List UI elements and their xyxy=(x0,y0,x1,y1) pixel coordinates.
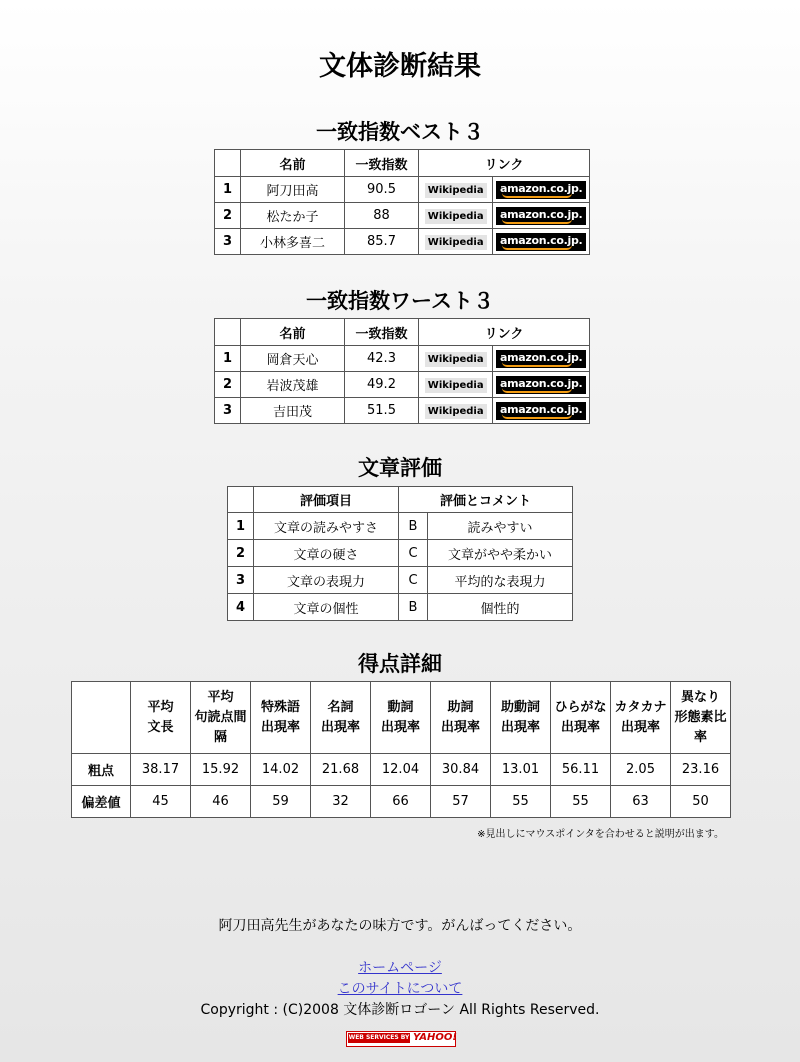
header-line: 助動詞 xyxy=(500,699,540,715)
eval-comment: 文章がやや柔かい xyxy=(428,540,573,567)
eval-item: 文章の個性 xyxy=(254,594,399,621)
wikipedia-cell xyxy=(419,203,493,229)
amazon-logo-text: amazon.co.jp. xyxy=(499,350,583,364)
table-row xyxy=(215,398,590,424)
amazon-link-button[interactable] xyxy=(496,207,586,225)
eval-grade: C xyxy=(399,540,428,567)
column-header[interactable] xyxy=(311,682,371,754)
amazon-smile-icon xyxy=(502,362,572,367)
amazon-smile-icon xyxy=(502,388,572,393)
amazon-logo-text: amazon.co.jp. xyxy=(499,181,583,195)
wikipedia-cell xyxy=(419,177,493,203)
match-score: 88 xyxy=(345,203,419,229)
wikipedia-cell xyxy=(419,229,493,255)
row-label: 偏差値 xyxy=(72,786,131,818)
worst-table xyxy=(214,318,590,424)
amazon-logo-text: amazon.co.jp. xyxy=(499,233,583,247)
score-cell: 23.16 xyxy=(671,754,731,786)
column-header: 評価とコメント xyxy=(399,487,573,513)
rank-cell: 1 xyxy=(228,513,254,540)
score-cell: 30.84 xyxy=(431,754,491,786)
rank-cell: 4 xyxy=(228,594,254,621)
table-row xyxy=(72,754,731,786)
header-line: 出現率 xyxy=(320,719,360,735)
eval-grade: B xyxy=(399,513,428,540)
table-row xyxy=(215,229,590,255)
column-header[interactable] xyxy=(371,682,431,754)
best-table xyxy=(214,149,590,255)
wikipedia-link-button[interactable]: Wikipedia xyxy=(425,404,487,419)
wikipedia-cell xyxy=(419,398,493,424)
table-row xyxy=(228,567,573,594)
column-header xyxy=(215,319,241,346)
best-heading: 一致指数ベスト３ xyxy=(316,120,484,144)
amazon-cell xyxy=(493,177,590,203)
rank-cell: 1 xyxy=(215,346,241,372)
amazon-cell xyxy=(493,229,590,255)
match-score: 90.5 xyxy=(345,177,419,203)
wikipedia-cell xyxy=(419,372,493,398)
rank-cell: 3 xyxy=(215,229,241,255)
header-line: 率 xyxy=(693,729,707,745)
score-cell: 57 xyxy=(431,786,491,818)
score-cell: 13.01 xyxy=(491,754,551,786)
hint-note: ※見出しにマウスポインタを合わせると説明が出ます。 xyxy=(477,829,724,840)
wikipedia-link-button[interactable]: Wikipedia xyxy=(425,183,487,198)
table-row xyxy=(215,346,590,372)
column-header xyxy=(215,150,241,177)
eval-grade: B xyxy=(399,594,428,621)
column-header[interactable] xyxy=(431,682,491,754)
score-cell: 21.68 xyxy=(311,754,371,786)
amazon-cell xyxy=(493,398,590,424)
yahoo-logo: YAHOO! xyxy=(413,1032,457,1043)
column-header[interactable] xyxy=(671,682,731,754)
eval-item: 文章の読みやすさ xyxy=(254,513,399,540)
column-header: リンク xyxy=(419,150,590,177)
header-line: 出現率 xyxy=(260,719,300,735)
amazon-cell xyxy=(493,203,590,229)
eval-comment: 読みやすい xyxy=(428,513,573,540)
amazon-smile-icon xyxy=(502,245,572,250)
eval-comment: 平均的な表現力 xyxy=(428,567,573,594)
encouragement-message: 阿刀田高先生があなたの味方です。がんばってください。 xyxy=(218,918,582,934)
table-row xyxy=(228,594,573,621)
header-line: 出現率 xyxy=(560,719,600,735)
author-name: 吉田茂 xyxy=(241,398,345,424)
match-score: 42.3 xyxy=(345,346,419,372)
header-line: 出現率 xyxy=(500,719,540,735)
score-cell: 55 xyxy=(551,786,611,818)
column-header: 一致指数 xyxy=(345,319,419,346)
badge-left-text: WEB SERVICES BY xyxy=(348,1034,410,1041)
score-cell: 12.04 xyxy=(371,754,431,786)
column-header: 評価項目 xyxy=(254,487,399,513)
table-row xyxy=(228,540,573,567)
amazon-link-button[interactable] xyxy=(496,181,586,199)
amazon-smile-icon xyxy=(502,219,572,224)
page-title: 文体診断結果 xyxy=(319,51,481,82)
header-line: カタカナ xyxy=(614,699,667,715)
header-line: 出現率 xyxy=(620,719,660,735)
eval-item: 文章の表現力 xyxy=(254,567,399,594)
score-cell: 66 xyxy=(371,786,431,818)
amazon-cell xyxy=(493,372,590,398)
amazon-logo-text: amazon.co.jp. xyxy=(499,376,583,390)
amazon-link-button[interactable] xyxy=(496,376,586,394)
wikipedia-link-button[interactable]: Wikipedia xyxy=(425,352,487,367)
eval-grade: C xyxy=(399,567,428,594)
score-cell: 63 xyxy=(611,786,671,818)
header-line: 出現率 xyxy=(380,719,420,735)
column-header[interactable] xyxy=(551,682,611,754)
match-score: 51.5 xyxy=(345,398,419,424)
match-score: 85.7 xyxy=(345,229,419,255)
header-line: 異なり xyxy=(680,689,720,705)
author-name: 松たか子 xyxy=(241,203,345,229)
rank-cell: 2 xyxy=(215,372,241,398)
amazon-logo-text: amazon.co.jp. xyxy=(499,402,583,416)
column-header: 一致指数 xyxy=(345,150,419,177)
author-name: 岩波茂雄 xyxy=(241,372,345,398)
score-cell: 2.05 xyxy=(611,754,671,786)
home-link[interactable]: ホームページ xyxy=(358,960,442,976)
author-name: 岡倉天心 xyxy=(241,346,345,372)
score-cell: 46 xyxy=(191,786,251,818)
wikipedia-link-button[interactable]: Wikipedia xyxy=(425,235,487,250)
column-header[interactable] xyxy=(491,682,551,754)
amazon-link-button[interactable] xyxy=(496,233,586,251)
rank-cell: 3 xyxy=(228,567,254,594)
table-row xyxy=(215,177,590,203)
amazon-smile-icon xyxy=(502,193,572,198)
score-cell: 59 xyxy=(251,786,311,818)
header-row xyxy=(72,682,731,754)
column-header[interactable] xyxy=(611,682,671,754)
score-cell: 55 xyxy=(491,786,551,818)
copyright: Copyright : (C)2008 文体診断ロゴーン All Rights Reserved. xyxy=(200,1002,600,1018)
worst-heading: 一致指数ワースト３ xyxy=(306,289,494,313)
header-line: 平均 xyxy=(207,689,234,705)
header-line: 助詞 xyxy=(447,699,474,715)
header-line: 動詞 xyxy=(387,699,414,715)
column-header: 名前 xyxy=(241,319,345,346)
score-cell: 45 xyxy=(131,786,191,818)
score-cell: 14.02 xyxy=(251,754,311,786)
author-name: 阿刀田高 xyxy=(241,177,345,203)
header-row xyxy=(215,150,590,177)
rank-cell: 1 xyxy=(215,177,241,203)
header-line: 文長 xyxy=(147,719,174,735)
amazon-cell xyxy=(493,346,590,372)
amazon-smile-icon xyxy=(502,414,572,419)
header-line: 句読点間 xyxy=(194,709,247,725)
author-name: 小林多喜二 xyxy=(241,229,345,255)
header-line: 名詞 xyxy=(327,699,354,715)
column-header: リンク xyxy=(419,319,590,346)
eval-comment: 個性的 xyxy=(428,594,573,621)
column-header: 名前 xyxy=(241,150,345,177)
detail-table xyxy=(71,681,731,818)
amazon-link-button[interactable] xyxy=(496,350,586,368)
header-row xyxy=(228,487,573,513)
header-line: 出現率 xyxy=(440,719,480,735)
header-line: 隔 xyxy=(213,729,227,745)
table-row xyxy=(215,203,590,229)
yahoo-web-services-badge[interactable] xyxy=(346,1031,456,1047)
wikipedia-link-button[interactable]: Wikipedia xyxy=(425,209,487,224)
header-line: ひらがな xyxy=(554,699,607,715)
rank-cell: 2 xyxy=(215,203,241,229)
header-line: 特殊語 xyxy=(260,699,300,715)
score-cell: 50 xyxy=(671,786,731,818)
table-row xyxy=(215,372,590,398)
wikipedia-cell xyxy=(419,346,493,372)
amazon-logo-text: amazon.co.jp. xyxy=(499,207,583,221)
header-row xyxy=(215,319,590,346)
rank-cell: 2 xyxy=(228,540,254,567)
corner-cell xyxy=(72,682,131,754)
amazon-link-button[interactable] xyxy=(496,402,586,420)
eval-item: 文章の硬さ xyxy=(254,540,399,567)
header-line: 平均 xyxy=(147,699,174,715)
eval-table xyxy=(227,486,573,621)
match-score: 49.2 xyxy=(345,372,419,398)
detail-heading: 得点詳細 xyxy=(358,652,442,676)
row-label: 粗点 xyxy=(72,754,131,786)
column-header[interactable] xyxy=(251,682,311,754)
score-cell: 15.92 xyxy=(191,754,251,786)
column-header[interactable] xyxy=(131,682,191,754)
rank-cell: 3 xyxy=(215,398,241,424)
table-row xyxy=(228,513,573,540)
score-cell: 56.11 xyxy=(551,754,611,786)
eval-heading: 文章評価 xyxy=(358,456,442,480)
about-link[interactable]: このサイトについて xyxy=(337,981,463,997)
column-header[interactable] xyxy=(191,682,251,754)
table-row xyxy=(72,786,731,818)
column-header xyxy=(228,487,254,513)
wikipedia-link-button[interactable]: Wikipedia xyxy=(425,378,487,393)
header-line: 形態素比 xyxy=(674,709,727,725)
score-cell: 32 xyxy=(311,786,371,818)
score-cell: 38.17 xyxy=(131,754,191,786)
